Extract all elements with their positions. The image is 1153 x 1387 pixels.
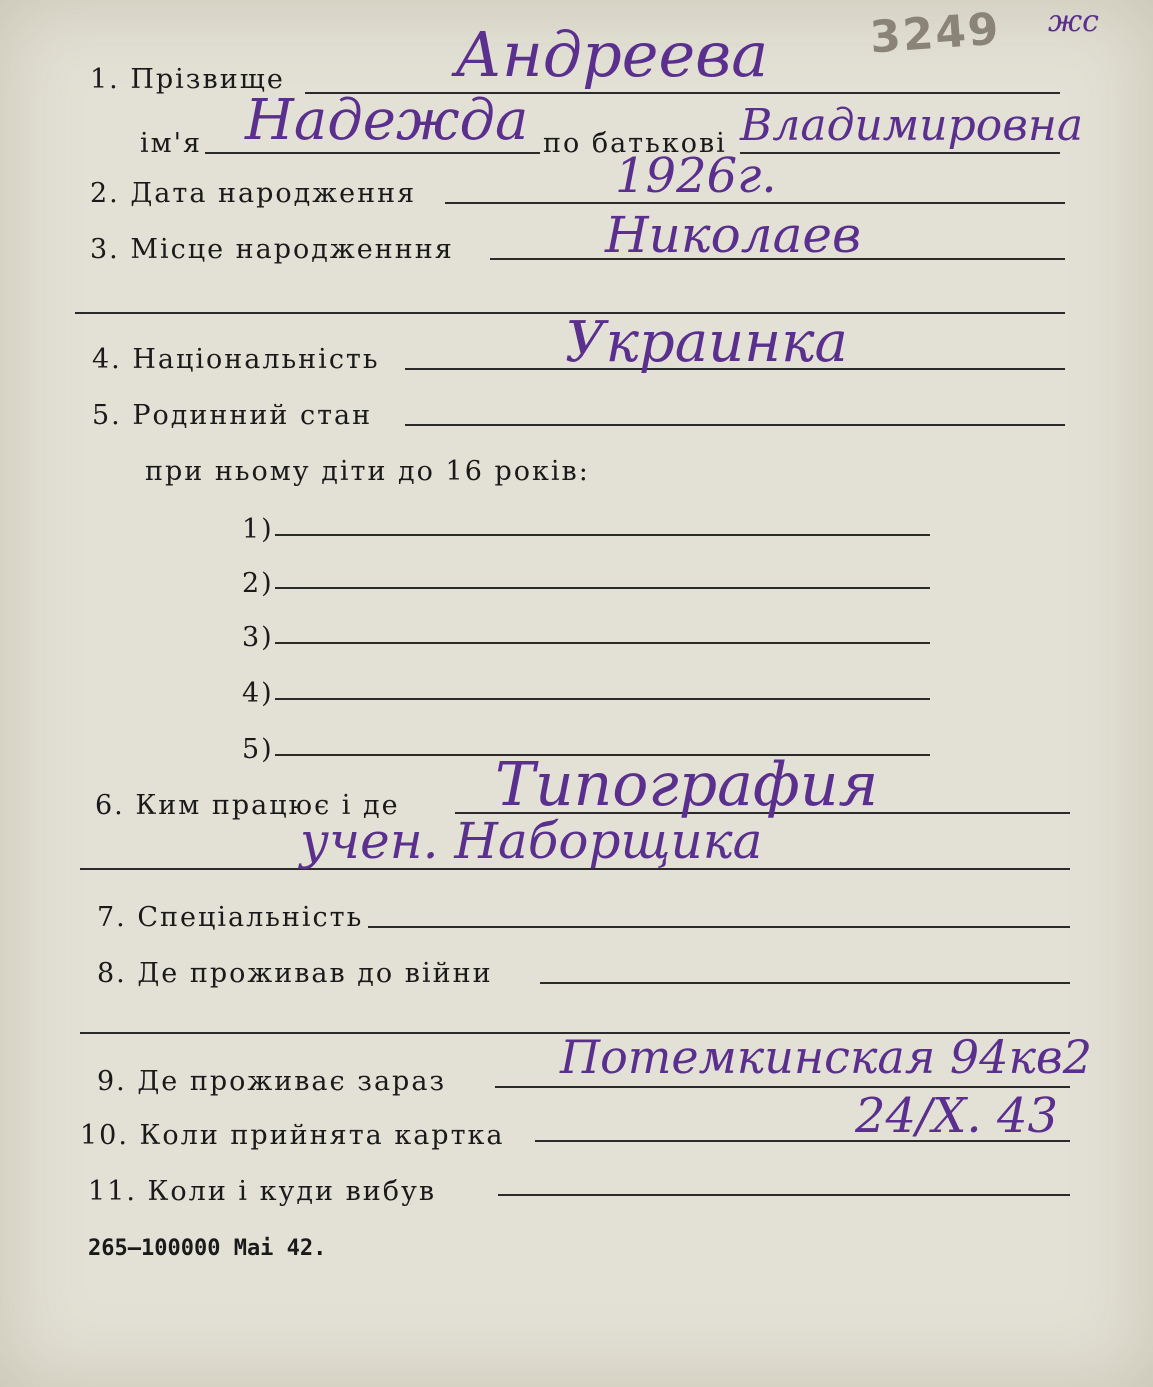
card-accepted-value[interactable]: 24/X. 43 — [855, 1088, 1059, 1144]
print-code: 265—100000 Mai 42. — [88, 1236, 327, 1261]
child-1-line — [275, 534, 930, 536]
current-residence-label: 9. Де проживає зараз — [97, 1066, 447, 1097]
work-label: 6. Ким працює і де — [95, 790, 400, 821]
nationality-value[interactable]: Украинка — [565, 310, 848, 375]
surname-value[interactable]: Андреева — [455, 18, 769, 91]
nationality-label: 4. Національність — [92, 344, 380, 375]
work-value-line1[interactable]: Типография — [495, 750, 879, 820]
patronymic-line — [740, 152, 1060, 154]
birth-date-value[interactable]: 1926г. — [615, 148, 777, 204]
child-4-num: 4) — [242, 678, 274, 709]
family-status-line — [405, 424, 1065, 426]
child-2-line — [275, 587, 930, 589]
child-2-num: 2) — [242, 568, 274, 599]
prewar-residence-label: 8. Де проживав до війни — [97, 958, 493, 989]
card-accepted-label: 10. Коли прийнята картка — [80, 1120, 505, 1151]
children-label: при ньому діти до 16 років: — [145, 456, 590, 487]
child-3-num: 3) — [242, 622, 274, 653]
stamp-mark: жс — [1048, 4, 1099, 39]
left-when-where-line — [498, 1194, 1070, 1196]
specialty-line — [368, 926, 1070, 928]
current-residence-value[interactable]: Потемкинская 94кв2 — [560, 1030, 1092, 1084]
child-4-line — [275, 698, 930, 700]
specialty-label: 7. Спеціальність — [97, 902, 364, 933]
family-status-label: 5. Родинний стан — [92, 400, 373, 431]
prewar-residence-line — [540, 982, 1070, 984]
birth-place-label: 3. Місце народженння — [90, 234, 454, 265]
child-1-num: 1) — [242, 514, 274, 545]
stamp-number: 3249 — [868, 3, 1003, 64]
birth-date-label: 2. Дата народження — [90, 178, 417, 209]
first-name-value[interactable]: Надежда — [245, 88, 529, 153]
surname-label: 1. Прізвище — [90, 64, 285, 95]
left-when-where-label: 11. Коли і куди вибув — [88, 1176, 437, 1207]
work-value-line2[interactable]: учен. Наборщика — [300, 812, 763, 870]
first-name-label: ім'я — [140, 128, 203, 159]
patronymic-label: по батькові — [543, 128, 727, 159]
child-3-line — [275, 642, 930, 644]
patronymic-value[interactable]: Владимировна — [740, 100, 1084, 151]
birth-place-value[interactable]: Николаев — [605, 206, 862, 264]
child-5-num: 5) — [242, 734, 274, 765]
